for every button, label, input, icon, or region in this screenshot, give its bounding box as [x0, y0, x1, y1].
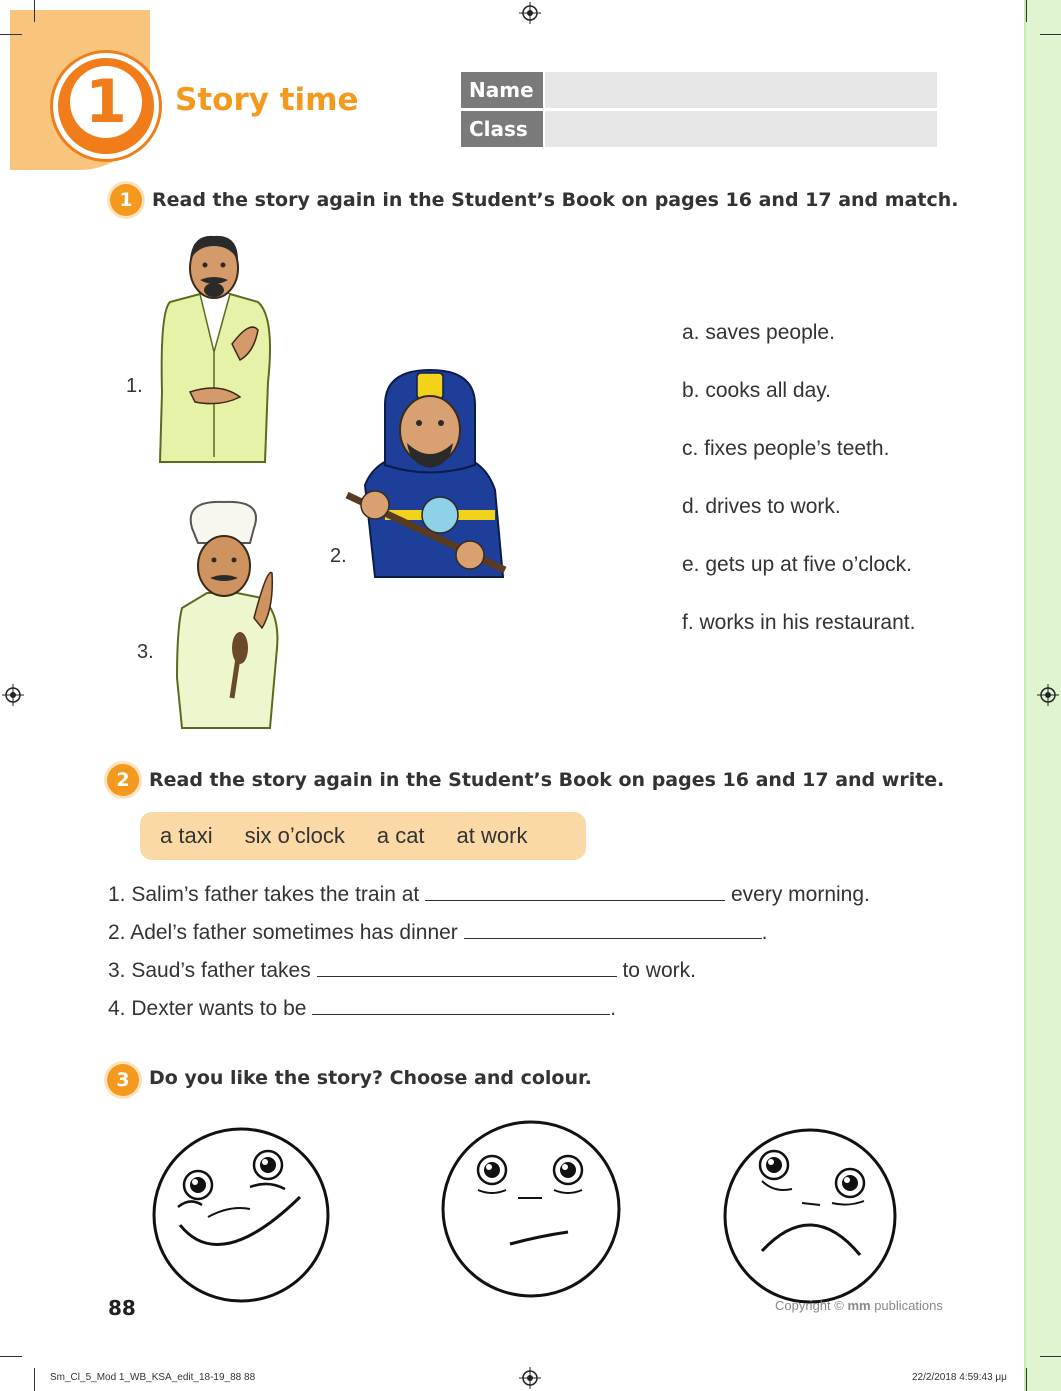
registration-mark-icon: [2, 684, 24, 706]
copyright-prefix: Copyright ©: [775, 1298, 844, 1313]
unit-number: 1: [70, 66, 142, 138]
crop-mark: [34, 1368, 35, 1391]
match-option: d. drives to work.: [682, 495, 841, 518]
exercise-number-badge: 1: [110, 184, 142, 216]
answer-blank[interactable]: [425, 882, 725, 901]
crop-mark: [0, 34, 22, 35]
crop-mark: [1040, 34, 1061, 35]
dentist-figure-icon: [150, 232, 280, 468]
registration-mark-icon: [1037, 684, 1059, 706]
registration-mark-icon: [1, 0, 23, 22]
picture-label: 3.: [137, 641, 154, 663]
page-title: Story time: [175, 82, 359, 118]
exercise-instruction: Read the story again in the Student’s Book on pages 16 and 17 and write.: [149, 769, 945, 791]
sentence-start: 3. Saud’s father takes: [108, 959, 311, 982]
sentence-line: [108, 996, 616, 1021]
copyright-suffix: publications: [874, 1298, 943, 1313]
answer-blank[interactable]: [464, 920, 762, 939]
match-option: a. saves people.: [682, 321, 835, 344]
picture-label: 2.: [330, 545, 347, 567]
word-bank: [140, 812, 586, 860]
match-option: b. cooks all day.: [682, 379, 832, 402]
name-label: Name: [461, 72, 543, 108]
chef-figure-icon: [162, 498, 287, 730]
firefighter-figure-icon: [345, 365, 510, 578]
sentence-line: [108, 958, 696, 983]
sentence-end: to work.: [622, 959, 696, 982]
class-label: Class: [461, 111, 543, 147]
exercise-instruction: Do you like the story? Choose and colour.: [149, 1067, 592, 1089]
picture-label: 1.: [126, 375, 143, 397]
copyright-brand: mm: [847, 1298, 871, 1313]
word-bank-item: a cat: [376, 823, 425, 848]
registration-mark-icon: [519, 2, 541, 24]
exercise-number-badge: 3: [107, 1064, 139, 1096]
exercise-instruction: Read the story again in the Student’s Book on pages 16 and 17 and match.: [152, 189, 959, 211]
crop-mark: [1040, 1356, 1061, 1357]
sentence-start: 4. Dexter wants to be: [108, 997, 307, 1020]
crop-mark: [1026, 0, 1027, 22]
match-option: f. works in his restaurant.: [682, 611, 916, 634]
copyright-notice: [775, 1298, 943, 1313]
sentence-end: .: [610, 997, 617, 1020]
word-bank-item: at work: [456, 823, 528, 848]
word-bank-item: a taxi: [160, 823, 213, 848]
answer-blank[interactable]: [312, 996, 610, 1015]
file-info: Sm_Cl_5_Mod 1_WB_KSA_edit_18-19_88 88: [50, 1372, 256, 1383]
crop-mark: [34, 0, 35, 22]
match-option: e. gets up at five o’clock.: [682, 553, 912, 576]
sentence-line: [108, 920, 768, 945]
word-bank-item: six o’clock: [244, 823, 345, 848]
page-number: 88: [108, 1296, 136, 1320]
crop-mark: [1026, 1368, 1027, 1391]
print-timestamp: 22/2/2018 4:59:43 μμ: [912, 1372, 1007, 1383]
sentence-line: [108, 882, 870, 907]
match-option: c. fixes people’s teeth.: [682, 437, 890, 460]
sentence-start: 1. Salim’s father takes the train at: [108, 883, 420, 906]
sentence-start: 2. Adel’s father sometimes has dinner: [108, 921, 458, 944]
neutral-face-icon[interactable]: [440, 1118, 622, 1300]
class-field[interactable]: [545, 111, 937, 147]
name-field[interactable]: [545, 72, 937, 108]
answer-blank[interactable]: [317, 958, 617, 977]
exercise-number-badge: 2: [107, 764, 139, 796]
sentence-end: .: [761, 921, 768, 944]
happy-face-icon[interactable]: [150, 1125, 332, 1305]
sentence-end: every morning.: [730, 883, 870, 906]
crop-mark: [0, 1356, 22, 1357]
registration-mark-icon: [519, 1367, 541, 1389]
sad-face-icon[interactable]: [722, 1127, 898, 1305]
